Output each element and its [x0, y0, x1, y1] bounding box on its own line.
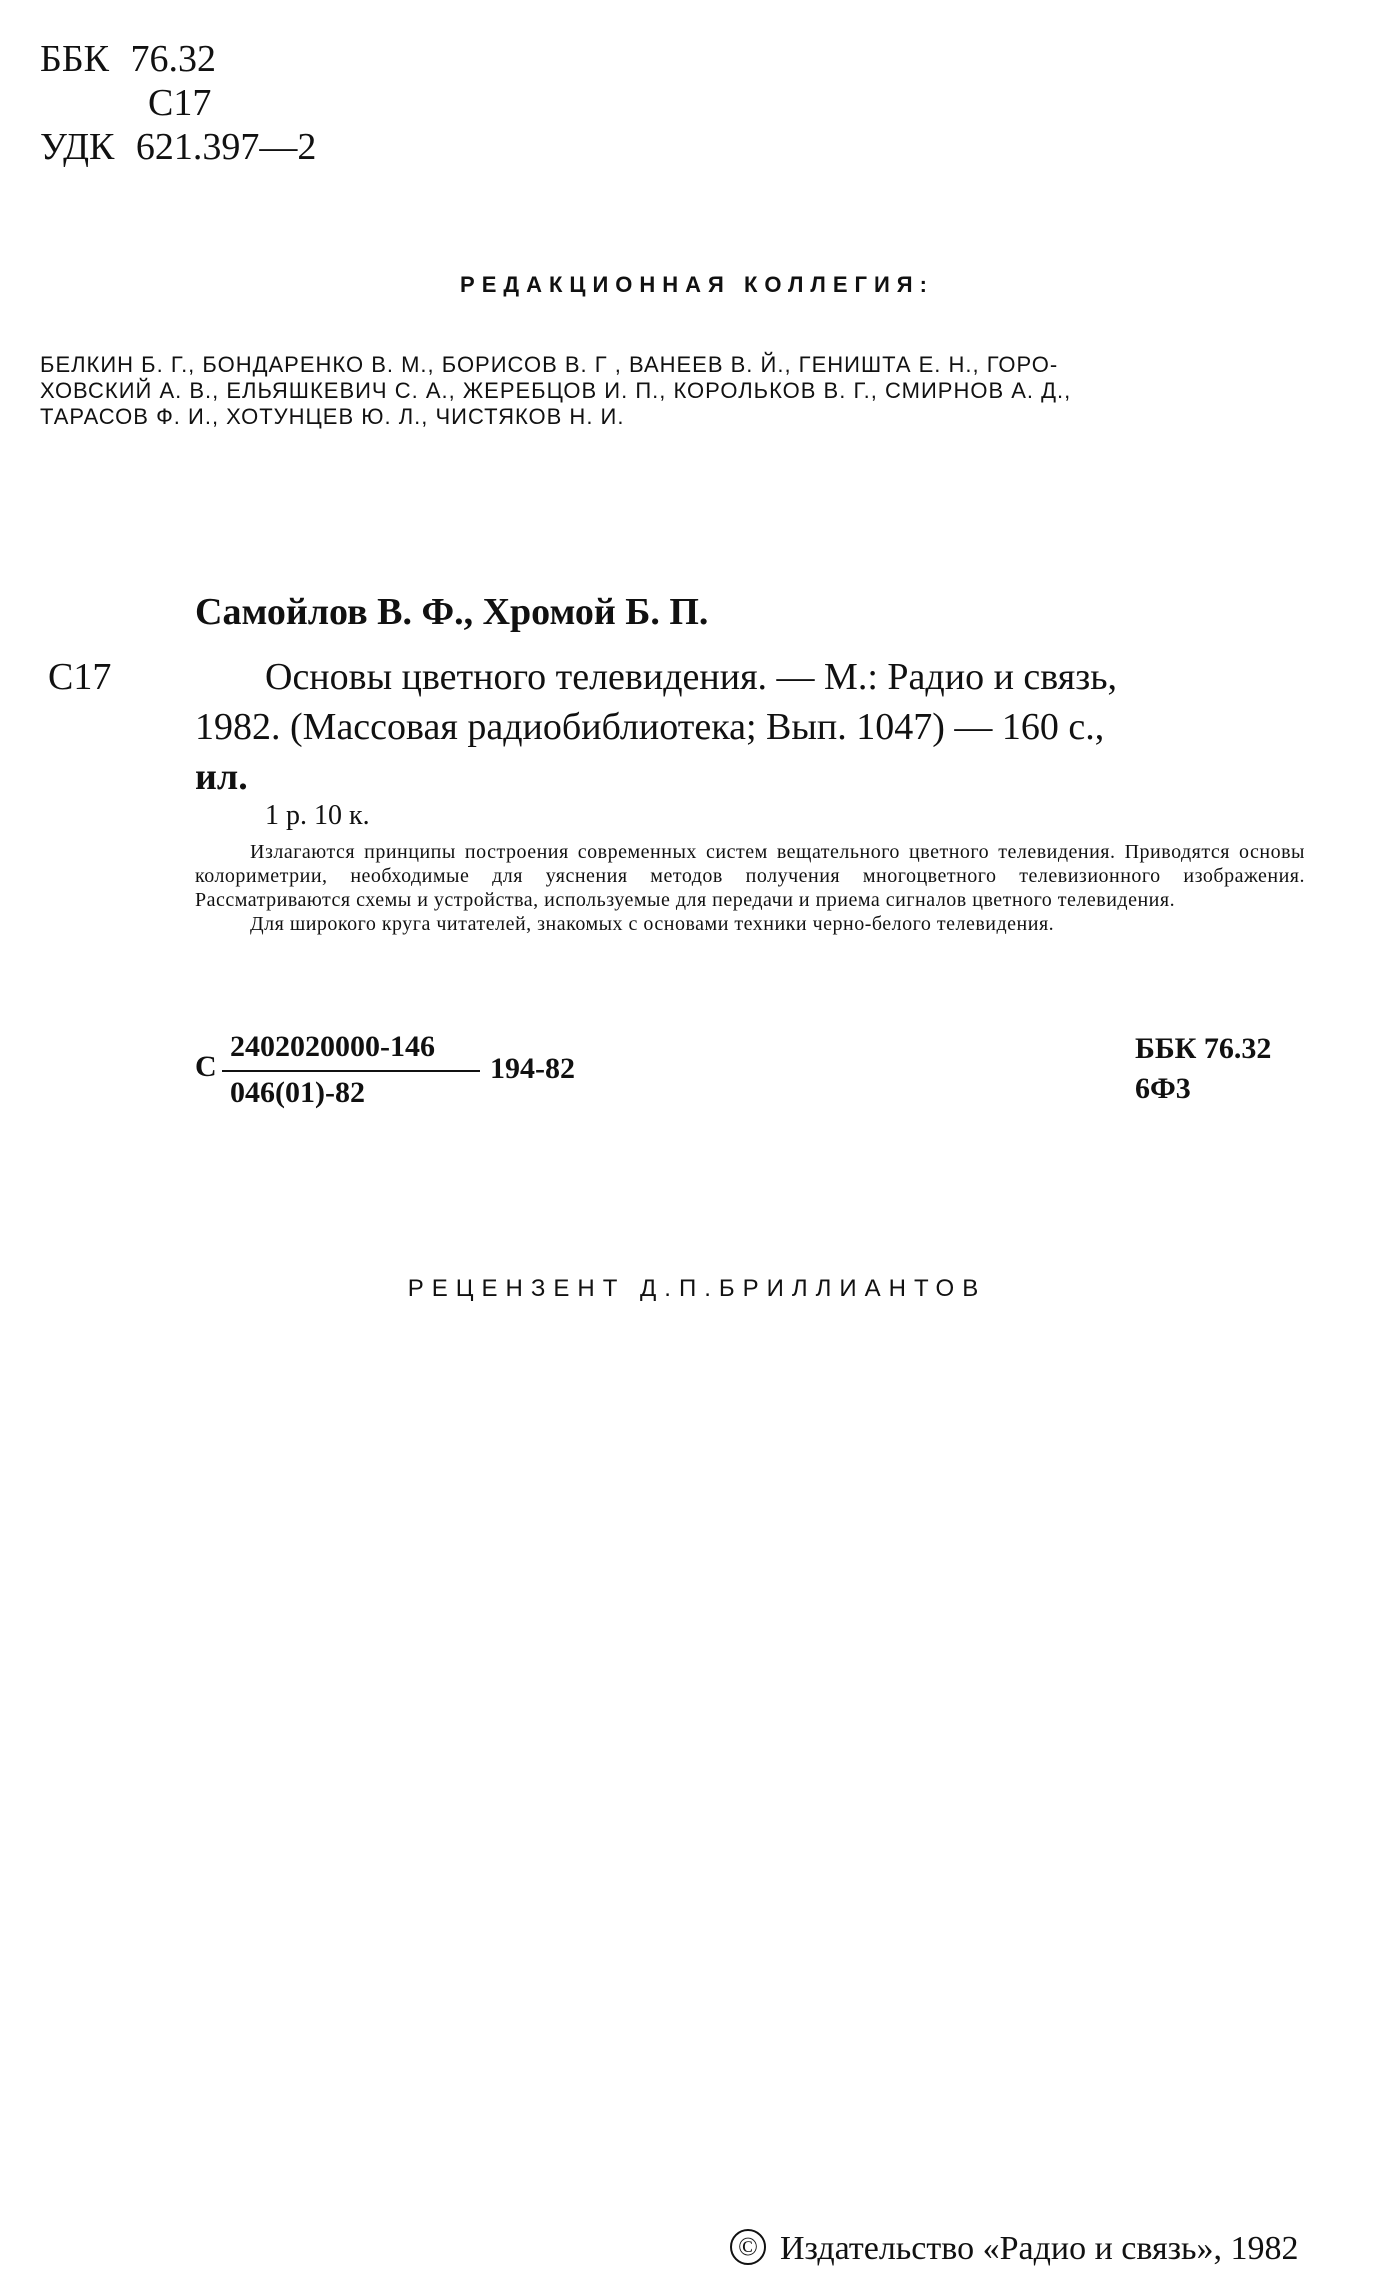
members-line: ХОВСКИЙ А. В., ЕЛЬЯШКЕВИЧ С. А., ЖЕРЕБЦОВ И. П., КОРОЛЬКОВ В. Г., СМИРНОВ А. Д., [40, 378, 1072, 403]
description-line-3: ил. [195, 756, 248, 798]
catalog-index: С17 [48, 656, 112, 698]
annotation-paragraph: Для широкого круга читателей, знакомых с основами техники черно-белого телевидения. [250, 913, 1055, 935]
editorial-board-title: РЕДАКЦИОННАЯ КОЛЛЕГИЯ: [460, 272, 934, 297]
copyright-text: Издательство «Радио и связь», 1982 [780, 2230, 1299, 2267]
copyright-icon: © [730, 2229, 766, 2265]
authors: Самойлов В. Ф., Хромой Б. П. [195, 591, 709, 633]
fraction-bar [222, 1070, 480, 1072]
udk-classification [40, 126, 316, 168]
annotation-paragraph: Излагаются принципы построения современных систем вещательного цветного телевидения. Приводятся основы колориметрии, необходимые для уяснения методов получения многоцветного телевизионного изображения. Рассматриваются схемы и устройства, используемые для передачи и приема сигналов цветного телевидения. [195, 841, 1305, 911]
bbk-right-subcode: 6Ф3 [1135, 1072, 1191, 1105]
editorial-board-members [40, 352, 1360, 430]
bbk-code: 76.32 [130, 38, 216, 80]
bibliographic-description [195, 652, 1305, 802]
description-line-2: 1982. (Массовая радиобиблиотека; Вып. 1047) — 160 с., [195, 706, 1105, 748]
formula-suffix: 194-82 [490, 1052, 575, 1085]
udk-code: 621.397—2 [135, 126, 317, 168]
formula-numerator: 2402020000-146 [230, 1030, 435, 1063]
members-line: БЕЛКИН Б. Г., БОНДАРЕНКО В. М., БОРИСОВ В. Г , ВАНЕЕВ В. Й., ГЕНИШТА Е. Н., ГОРО- [40, 352, 1059, 377]
author-mark: С17 [148, 82, 212, 124]
annotation [195, 840, 1305, 936]
price: 1 р. 10 к. [265, 800, 370, 831]
bbk-classification [40, 38, 216, 80]
formula-prefix: С [195, 1050, 217, 1083]
reviewer: РЕЦЕНЗЕНТ Д.П.БРИЛЛИАНТОВ [407, 1275, 987, 1302]
formula-denominator: 046(01)-82 [230, 1076, 365, 1109]
bbk-label: ББК [40, 38, 109, 80]
copyright [730, 2230, 1299, 2269]
members-line: ТАРАСОВ Ф. И., ХОТУНЦЕВ Ю. Л., ЧИСТЯКОВ Н. И. [40, 404, 625, 429]
bbk-right-code: ББК 76.32 [1135, 1032, 1272, 1065]
udk-label: УДК [40, 126, 115, 168]
description-line-1: Основы цветного телевидения. — М.: Радио и связь, [265, 656, 1118, 698]
